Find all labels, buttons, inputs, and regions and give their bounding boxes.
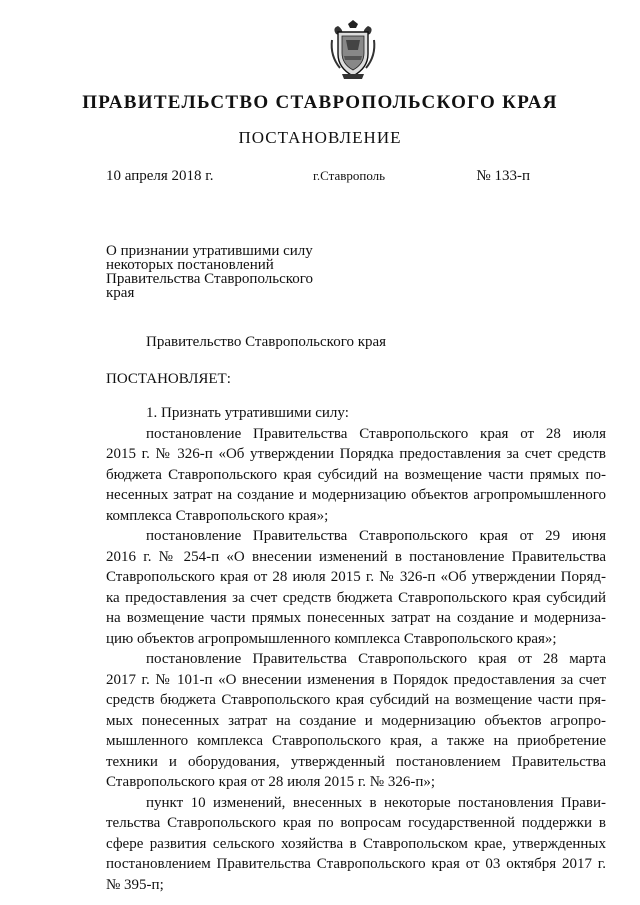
body-line: 2015 г. № 326-п «Об утверждении Порядка предоставления за счет средств <box>106 446 606 462</box>
body-line: несенных затрат на создание и модернизацию объектов агропромышленного <box>106 487 606 503</box>
body-line: Ставропольского края от 28 июля 2015 г. № 326-п»; <box>106 774 436 790</box>
decree-word: ПОСТАНОВЛЯЕТ: <box>106 371 231 387</box>
subject-line: О признании утратившими силу <box>106 243 313 259</box>
body-line: № 395-п; <box>106 876 164 893</box>
document-body <box>106 403 606 895</box>
body-line: 1. Признать утратившими силу: <box>146 405 349 421</box>
body-line: постановление Правительства Ставропольского края от 28 июля <box>146 425 606 442</box>
body-line: средств бюджета Ставропольского края субсидий на возмещение части пря- <box>106 692 606 708</box>
organization-title: ПРАВИТЕЛЬСТВО СТАВРОПОЛЬСКОГО КРАЯ <box>82 92 558 113</box>
preamble: Правительство Ставропольского края <box>146 334 387 350</box>
document-number: № 133-п <box>476 168 530 184</box>
stavropol-coat-of-arms-icon <box>328 20 378 80</box>
document-city: г.Ставрополь <box>313 168 386 183</box>
subject-line: края <box>106 285 135 301</box>
body-line: бюджета Ставропольского края субсидий на возмещение части прямых по- <box>106 466 606 483</box>
document-date: 10 апреля 2018 г. <box>106 168 214 184</box>
preamble-block <box>106 332 606 353</box>
document-subject <box>106 244 313 300</box>
body-line: 2017 г. № 101-п «О внесении изменения в Порядок предоставления за счет <box>106 671 606 688</box>
body-line: техники и оборудования, утвержденный постановлением Правительства <box>106 753 606 770</box>
body-line: постановление Правительства Ставропольского края от 29 июня <box>146 528 606 544</box>
body-line: пункт 10 изменений, внесенных в некоторые постановления Прави- <box>146 794 606 811</box>
body-line: тельства Ставропольского края по вопросам государственной поддержки в <box>106 815 606 831</box>
body-line: сфере развития сельского хозяйства в Ставропольском крае, утвержденных <box>106 835 606 852</box>
subject-line: некоторых постановлений <box>106 257 274 273</box>
body-line: постановление Правительства Ставропольского края от 28 марта <box>146 651 606 667</box>
body-line: Ставропольского края от 28 июля 2015 г. № 326-п «Об утверждении Поряд- <box>106 569 606 585</box>
body-line: цию объектов агропромышленного комплекса Ставропольского края»; <box>106 630 557 647</box>
body-line: на возмещение части прямых понесенных затрат на создание и модерниза- <box>106 610 606 626</box>
document-type: ПОСТАНОВЛЕНИЕ <box>238 128 402 147</box>
body-line: мышленного комплекса Ставропольского края, а также на приобретение <box>106 733 606 749</box>
body-line: 2016 г. № 254-п «О внесении изменений в постановление Правительства <box>106 548 606 565</box>
body-line: ка предоставления за счет средств бюджета Ставропольского края субсидий <box>106 589 606 606</box>
subject-line: Правительства Ставропольского <box>106 271 314 287</box>
decree-block <box>106 369 606 390</box>
body-line: мых понесенных затрат на создание и модернизацию объектов агропро- <box>106 712 606 729</box>
body-line: комплекса Ставропольского края»; <box>106 507 329 524</box>
body-line: постановлением Правительства Ставропольского края от 03 октября 2017 г. <box>106 856 606 872</box>
